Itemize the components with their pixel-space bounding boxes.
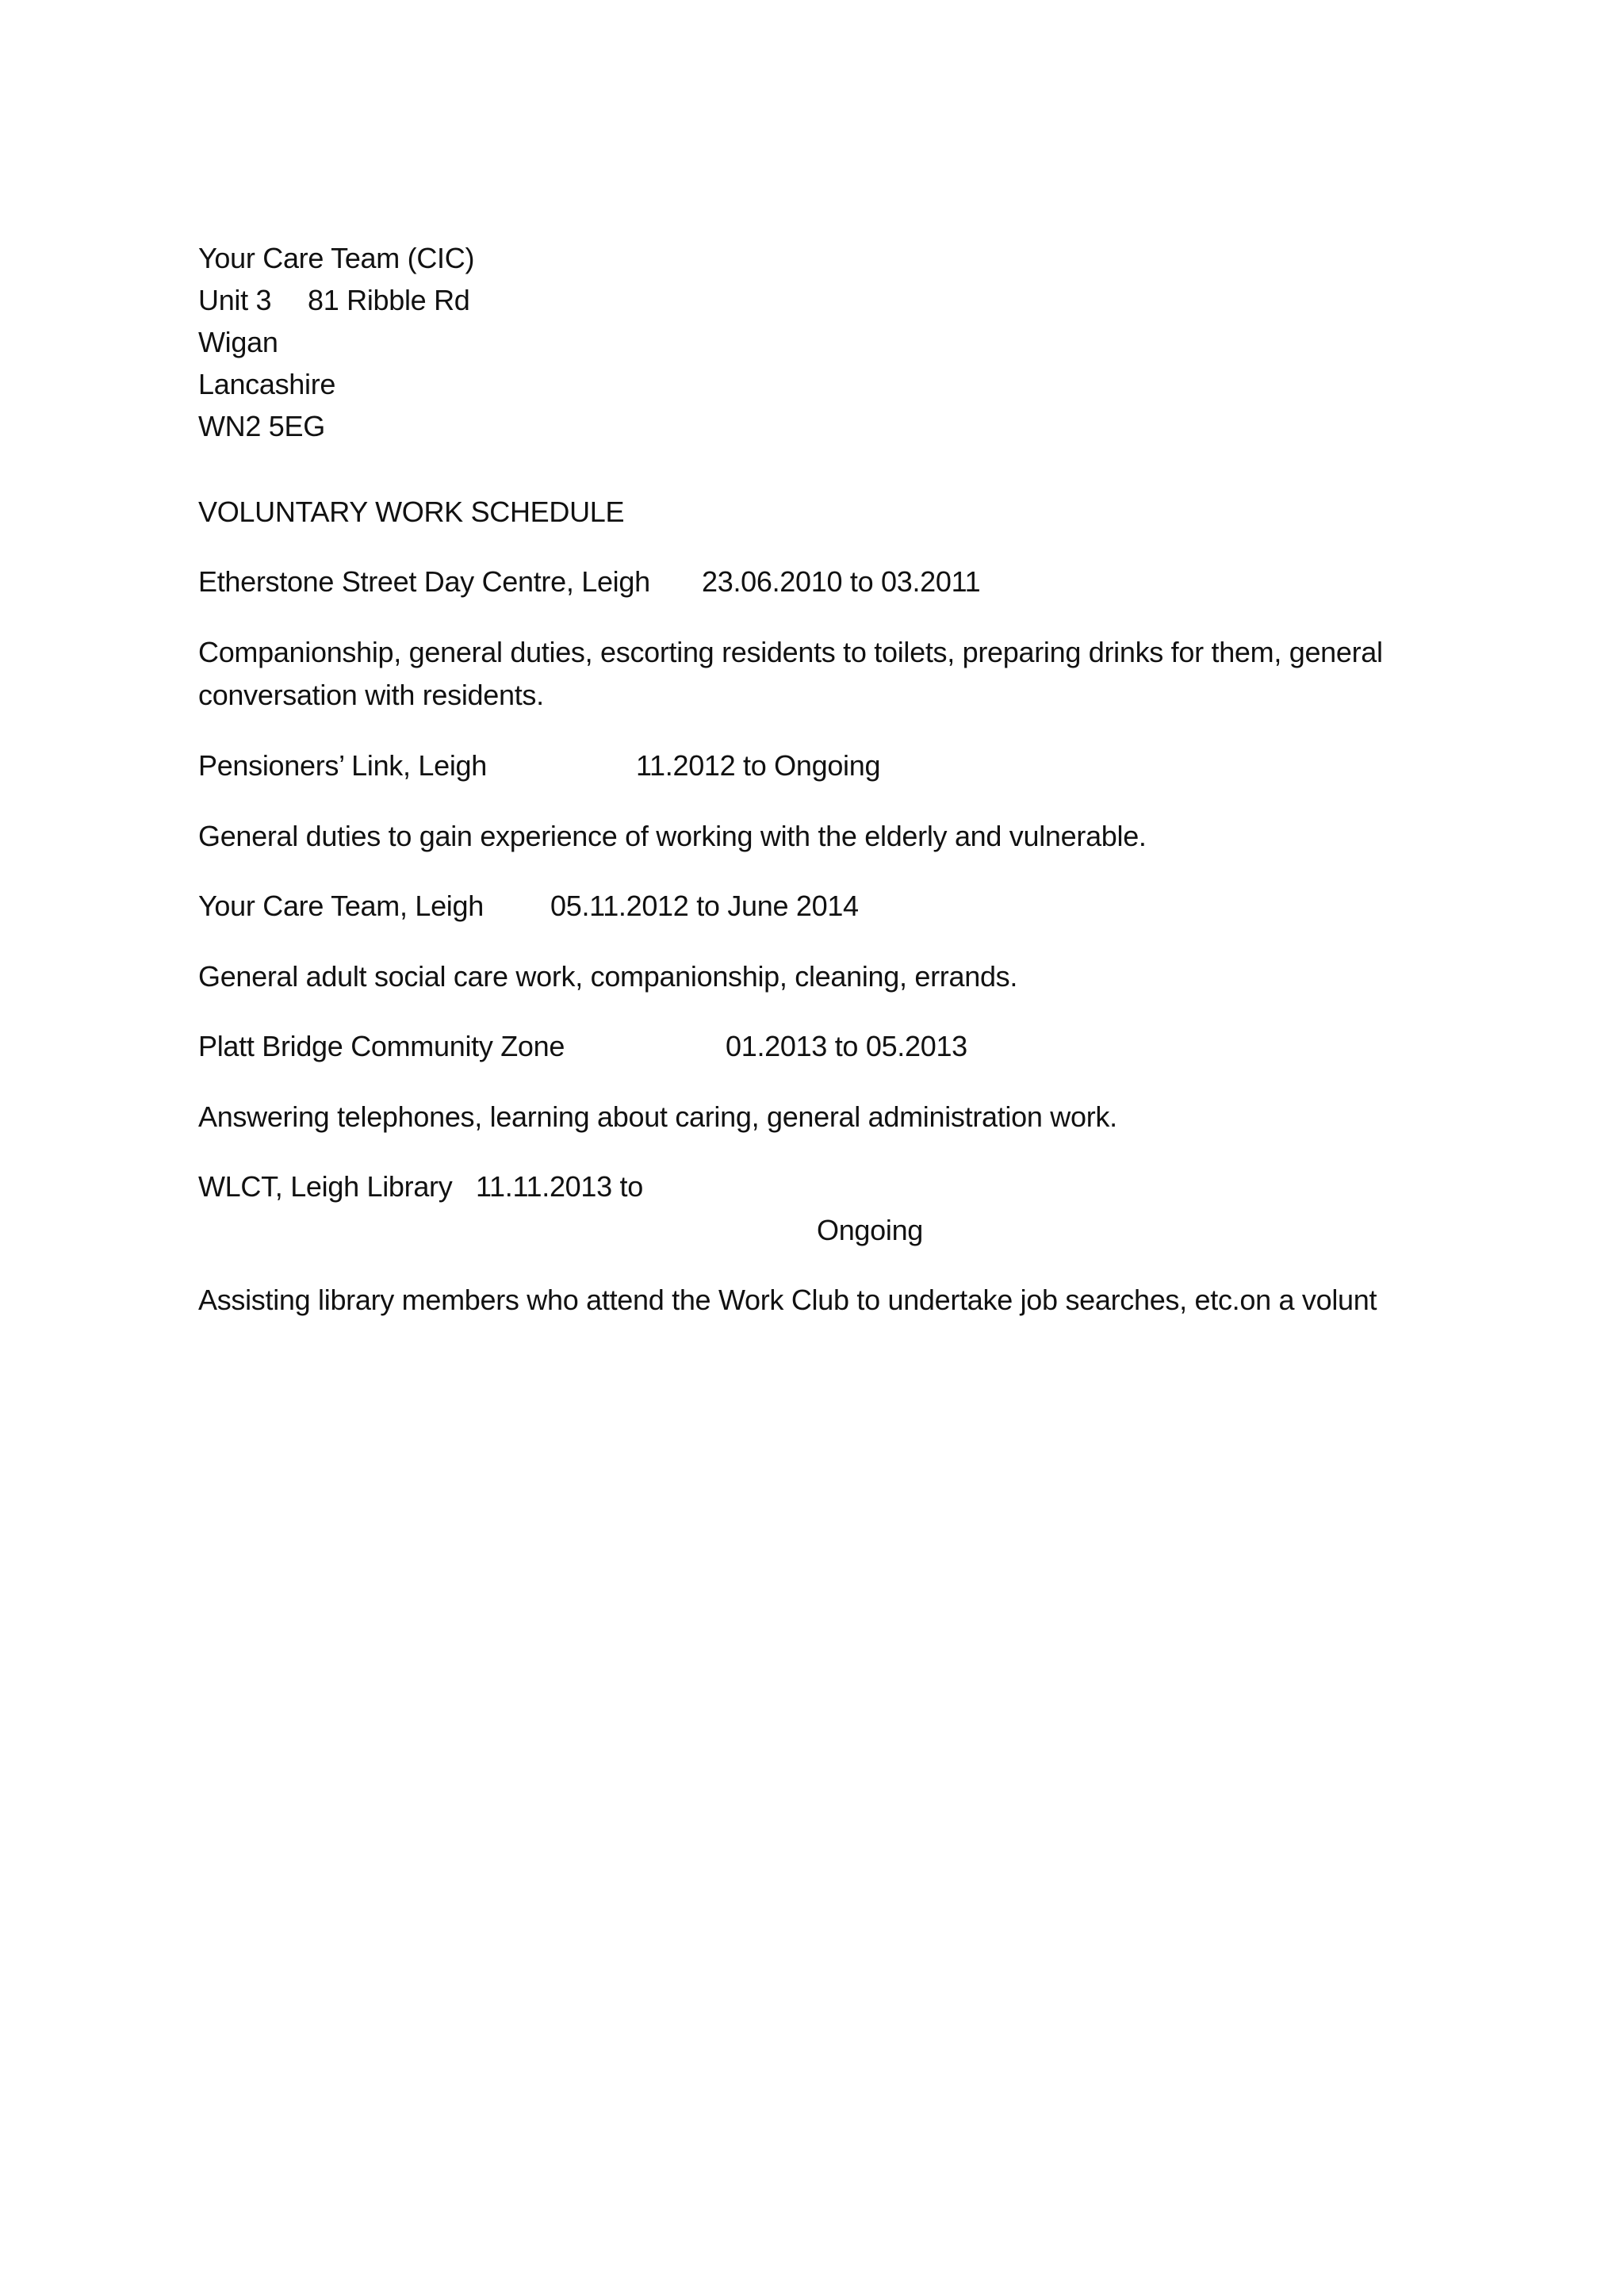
entry-description: Answering telephones, learning about caring, general administration work. <box>198 1100 1117 1133</box>
entry-dates: 23.06.2010 to 03.2011 <box>702 565 981 598</box>
address-county: Lancashire <box>198 368 336 400</box>
entry-place: Pensioners’ Link, Leigh <box>198 749 487 782</box>
page-title: VOLUNTARY WORK SCHEDULE <box>198 496 625 528</box>
entry-place: WLCT, Leigh Library <box>198 1170 453 1203</box>
entry-dates: 11.2012 to Ongoing <box>636 749 881 782</box>
entry-dates: 05.11.2012 to June 2014 <box>550 890 859 922</box>
address-organisation: Your Care Team (CIC) <box>198 242 475 274</box>
address-town: Wigan <box>198 326 278 358</box>
entry-description: Assisting library members who attend the Work Club to undertake job searches, etc.on a volunt <box>198 1284 1377 1316</box>
entry-dates: 11.11.2013 to <box>476 1170 643 1203</box>
entry-dates-continued: Ongoing <box>817 1214 924 1246</box>
entry-description: Companionship, general duties, escorting residents to toilets, preparing drinks for them, general conversation with residents. <box>198 636 1383 711</box>
entry-place: Etherstone Street Day Centre, Leigh <box>198 565 650 598</box>
entry-dates: 01.2013 to 05.2013 <box>726 1030 967 1062</box>
entry-place: Platt Bridge Community Zone <box>198 1030 565 1062</box>
entry-description: General adult social care work, companionship, cleaning, errands. <box>198 960 1018 993</box>
address-postcode: WN2 5EG <box>198 410 325 442</box>
address-street: 81 Ribble Rd <box>308 284 470 316</box>
entry-place: Your Care Team, Leigh <box>198 890 484 922</box>
address-unit: Unit 3 <box>198 284 272 316</box>
entry-description: General duties to gain experience of working with the elderly and vulnerable. <box>198 820 1147 852</box>
